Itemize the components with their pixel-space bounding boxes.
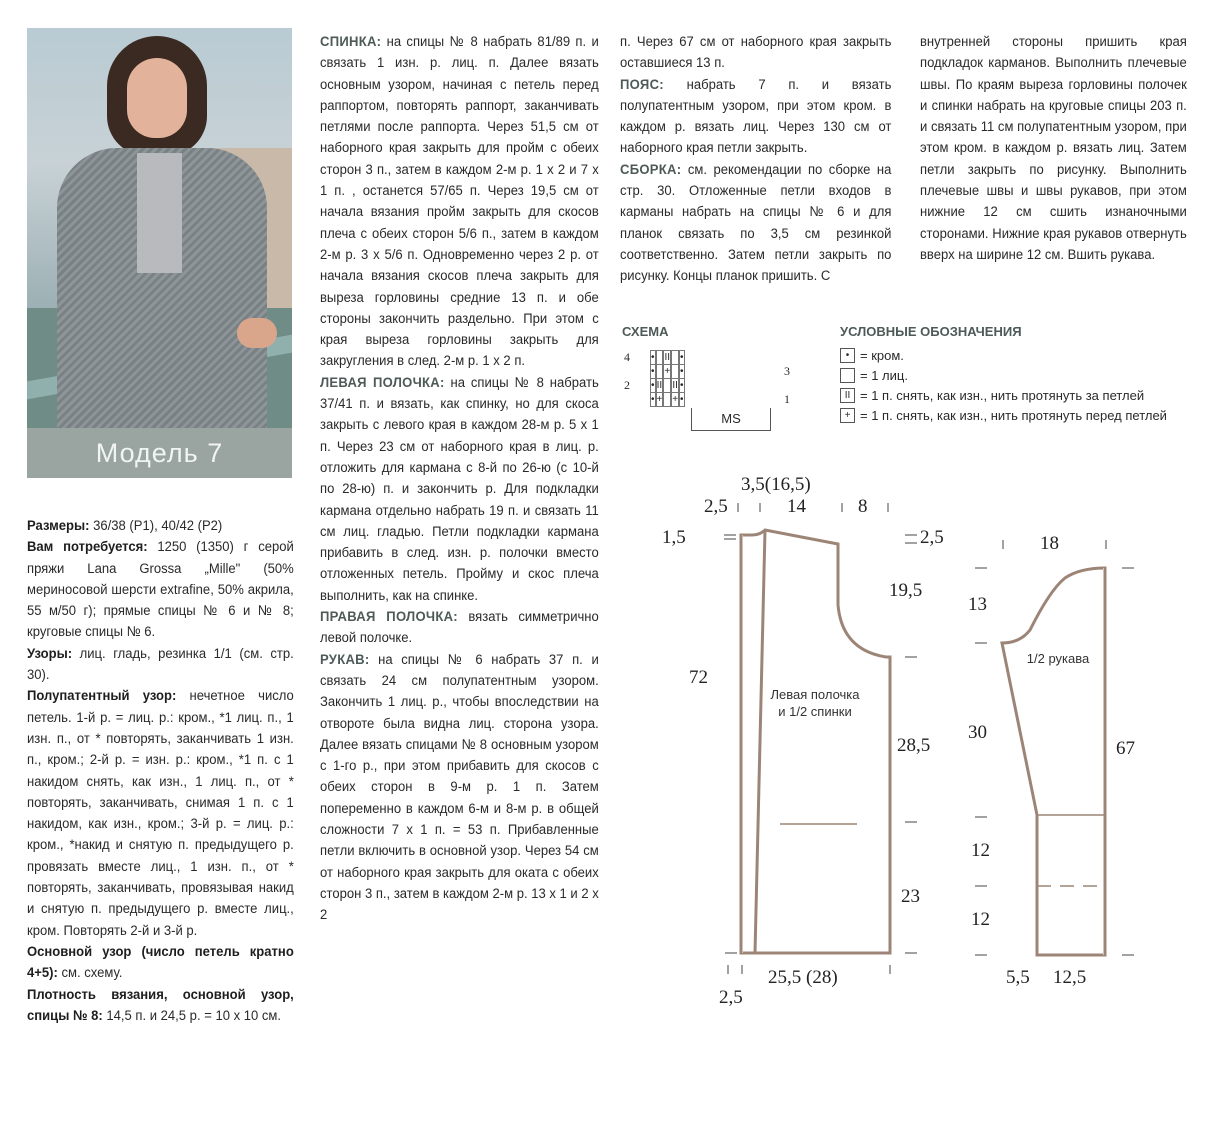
- row-number-1: 1: [784, 392, 790, 406]
- scheme-cell: II: [656, 380, 663, 391]
- scheme-cell: II: [664, 352, 671, 363]
- scheme-cell: •: [680, 366, 684, 377]
- scheme-cell: +: [664, 366, 671, 377]
- dim-cuff-upper: 12: [971, 840, 990, 861]
- scheme-cell: •: [651, 352, 655, 363]
- dim-sleeve-bottom-width: 12,5: [1053, 967, 1087, 988]
- dim-bottom-width: 25,5 (28): [768, 967, 838, 988]
- scheme-cell: •: [651, 394, 655, 405]
- dim-armhole: 19,5: [889, 580, 923, 601]
- front-edge-line: [755, 530, 765, 953]
- dim-top-center: 3,5(16,5): [741, 474, 811, 495]
- body-piece-label: Левая полочка и 1/2 спинки: [770, 687, 860, 719]
- dim-left-shoulder: 1,5: [662, 527, 686, 548]
- ms-repeat-label: MS: [691, 408, 771, 431]
- scheme-cell: +: [672, 394, 679, 405]
- dim-sleeve-total: 67: [1116, 738, 1135, 759]
- scheme-cell: +: [656, 394, 663, 405]
- dim-right-shoulder: 2,5: [920, 527, 944, 548]
- dim-top-left: 2,5: [704, 496, 728, 517]
- halfpatent-paragraph: Полупатентный узор: нечетное число петель. 1-й р. = лиц. р.: кром., *1 лиц. п., 1 изн. п., от * повторять, заканчивать 1 изн. п., кром.; 2-й р. = изн. р.: кром., *1 п. с 1 накидом снять, как изн., 1 лиц. п., от * повторять, заканчивать, снимая 1 п. с 1 накидом, как изн., кром.; 3-й р. = лиц. р.: кром., *накид и снятую п. предыдущего р. провязать вместе лиц., 1 изн. п., от * повторять, заканчивать, провязывая накид и снятую п. предыдущего р. вместе лиц., кром. Повторять 2-й и 3-й р.: [27, 688, 294, 939]
- dim-bottom-left: 2,5: [719, 987, 743, 1008]
- sleeve-paragraph: РУКАВ: на спицы № 6 набрать 37 п. и связать 24 см полупатентным узором. Закончить 1 лиц. р., чтобы впоследствии на отвороте была видна лиц. сторона узора. Далее вязать спицами № 8 основным узором с 1-го р., при этом прибавить для скосов с обеих сторон в 9-м р. 1 п. Затем попеременно в каждом 6-м и 8-м р. в общей сложности 7 х 1 п. = 53 п. Прибавленные петли включить в основной узор. Через 54 см от наборного края закрыть для оката с обеих сторон 3 п., затем в каждом 2-м р. 13 х 1 и 2 х 2: [320, 651, 599, 924]
- sleeve-outline: [1002, 568, 1105, 955]
- dim-sleeve-bottom-left: 5,5: [1006, 967, 1030, 988]
- model-caption: Модель 7: [27, 428, 292, 478]
- right-front-paragraph: ПРАВАЯ ПОЛОЧКА: вязать симметрично левой полочке.: [320, 609, 599, 647]
- row-number-3: 3: [784, 364, 790, 378]
- dim-sleeve-top: 18: [1040, 533, 1059, 554]
- slip-behind-symbol-icon: II: [840, 388, 855, 403]
- scheme-cell: •: [680, 380, 684, 391]
- scheme-cell: II: [672, 380, 678, 391]
- dim-sleeve-cap: 13: [968, 594, 987, 615]
- dim-sleeve-taper: 30: [968, 722, 987, 743]
- patterns-paragraph: Узоры: лиц. гладь, резинка 1/1 (см. стр. 30).: [27, 645, 294, 684]
- scheme-cell: •: [680, 352, 684, 363]
- back-paragraph: СПИНКА: на спицы № 8 набрать 81/89 п. и связать 1 изн. р. лиц. п. Далее вязать основным узором, начиная с петель перед раппортом, повторять раппорт, заканчивать петлями после раппорта. Через 51,5 см от наборного края закрыть для пройм с обеих сторон 3 п., затем в каждом 2-м р. 1 х 2 и 7 х 1 п. , останется 57/65 п. Через 19,5 см от начала вязания пройм закрыть для скосов плеча с обеих сторон 5/6 п., затем в каждом 2-м р. 3 х 5/6 п. Одновременно через 2 р. от начала вязания скосов плеча закрыть для выреза горловины средние 13 п. и обе стороны закончить раздельно. При этом с края выреза горловины закрыть для закругления в след. 2-м р. 1 х 2 п.: [320, 34, 599, 370]
- dim-side-lower: 23: [901, 886, 920, 907]
- legend-item-slip-front: + = 1 п. снять, как изн., нить протянуть перед петлей: [840, 405, 1167, 425]
- left-front-paragraph: ЛЕВАЯ ПОЛОЧКА: на спицы № 8 набрать 37/41 п. и вязать, как спинку, но для скоса закрыть с левого края в каждом 28-м р. 5 х 1 п. Через 23 см от наборного края в лиц. р. отложить для кармана с 8-й по 26-ю (с 10-й по 28-ю) п. и закончить р. Для подкладки кармана отдельно набрать 19 п. и связать 11 см лиц. гладью. Петли подкладки кармана прибавить в след. изн. р. полочки вместо отложенных петель. Пройму и скос плеча выполнить, как на спинке.: [320, 374, 599, 604]
- dim-top-right: 8: [858, 496, 868, 517]
- edge-stitch-symbol-icon: •: [840, 348, 855, 363]
- sleeve-continued: п. Через 67 см от наборного края закрыть оставшиеся 13 п.: [620, 34, 892, 72]
- sizes-paragraph: Размеры: 36/38 (P1), 40/42 (P2): [27, 518, 223, 534]
- materials-paragraph: Вам потребуется: 1250 (1350) г серой пряжи Lana Grossa „Mille" (50% мериносовой шерсти extrafine, 50% акрила, 55 м/50 г); прямые спицы № 6 и № 8; круговые спицы № 6.: [27, 539, 294, 641]
- density-paragraph: Плотность вязания, основной узор, спицы № 8: 14,5 п. и 24,5 р. = 10 х 10 см.: [27, 986, 294, 1024]
- dim-cuff-lower: 12: [971, 909, 990, 930]
- assembly-continued: внутренней стороны пришить края подкладок карманов. Выполнить плечевые швы. По краям выреза горловины полочек и спинки набрать на круговые спицы 203 п. и связать 11 см полупатентным узором, при этом кром. в каждом р. вязать лиц. Затем петли закрыть по рисунку. Выполнить плечевые швы и швы рукавов, при этом нижние 12 см сшить изнаночными сторонами. Нижние края рукавов отвернуть вверх на ширине 12 см. Вшить рукава.: [920, 34, 1187, 263]
- assembly-paragraph: СБОРКА: см. рекомендации по сборке на стр. 30. Отложенные петли входов в карманы набрать на спицы № 6 и для планок связать по 3,5 см резинкой соответственно. Затем петли закрыть по рисунку. Концы планок пришить. С: [620, 161, 892, 285]
- slip-front-symbol-icon: +: [840, 408, 855, 423]
- row-number-4: 4: [624, 350, 630, 364]
- main-pattern-paragraph: Основной узор (число петель кратно 4+5): см. схему.: [27, 943, 294, 982]
- row-number-2: 2: [624, 378, 630, 392]
- scheme-cell: •: [680, 394, 684, 405]
- legend-item-slip-behind: II = 1 п. снять, как изн., нить протянуть за петлей: [840, 385, 1167, 405]
- legend-title: УСЛОВНЫЕ ОБОЗНАЧЕНИЯ: [840, 324, 1022, 339]
- scheme-title: СХЕМА: [622, 324, 669, 339]
- sleeve-piece-label: 1/2 рукава: [1026, 651, 1090, 666]
- scheme-cell: •: [651, 380, 655, 391]
- belt-paragraph: ПОЯС: набрать 7 п. и вязать полупатентным узором, при этом кром. в каждом р. вязать лиц. Через 130 см от наборного края петли закрыть.: [620, 76, 892, 157]
- legend-item-knit: = 1 лиц.: [840, 365, 1167, 385]
- scheme-cell: •: [651, 366, 655, 377]
- dim-side-upper: 28,5: [897, 735, 931, 756]
- legend-item-edge: • = кром.: [840, 345, 1167, 365]
- dim-total-height: 72: [689, 667, 708, 688]
- dim-top-mid: 14: [787, 496, 806, 517]
